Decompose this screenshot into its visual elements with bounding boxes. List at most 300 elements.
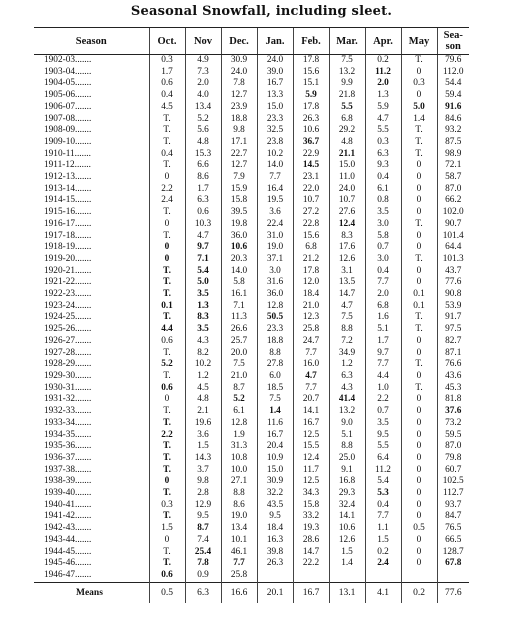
season-value: 1921-22 xyxy=(44,277,75,288)
table-cell: 24.0 xyxy=(329,184,365,196)
table-cell: 24.7 xyxy=(293,336,329,348)
means-cell: 0.5 xyxy=(149,582,185,603)
table-cell: 15.0 xyxy=(257,465,293,477)
season-label xyxy=(34,476,149,488)
table-cell: 0 xyxy=(401,558,437,570)
table-cell: 93.2 xyxy=(437,125,469,137)
dot-leader: ....... xyxy=(74,160,91,171)
table-cell xyxy=(293,570,329,582)
table-cell: 0.1 xyxy=(401,301,437,313)
table-cell: 59.4 xyxy=(437,90,469,102)
table-row xyxy=(34,359,469,371)
table-cell: 0 xyxy=(149,394,185,406)
table-cell: 0 xyxy=(401,453,437,465)
means-cell: 16.6 xyxy=(221,582,257,603)
table-cell: 7.9 xyxy=(221,172,257,184)
table-cell: 45.3 xyxy=(437,383,469,395)
season-label xyxy=(34,67,149,79)
dot-leader: ....... xyxy=(75,195,92,206)
table-cell: 0 xyxy=(149,242,185,254)
table-cell: 31.0 xyxy=(257,231,293,243)
season-value: 1911-12 xyxy=(44,160,75,171)
table-cell: T. xyxy=(401,312,437,324)
table-cell: 22.9 xyxy=(293,149,329,161)
table-cell: 1.7 xyxy=(149,67,185,79)
dot-leader: ....... xyxy=(75,569,92,580)
table-cell: 43.5 xyxy=(257,500,293,512)
table-cell: 26.3 xyxy=(257,558,293,570)
table-cell: 10.7 xyxy=(293,195,329,207)
table-cell: 9.1 xyxy=(329,465,365,477)
table-row xyxy=(34,441,469,453)
table-cell: 91.6 xyxy=(437,102,469,114)
table-cell: 1.2 xyxy=(185,371,221,383)
table-cell: T. xyxy=(401,125,437,137)
table-cell: 18.8 xyxy=(221,114,257,126)
dot-leader: ....... xyxy=(75,265,92,276)
table-cell xyxy=(365,570,401,582)
table-cell: 0 xyxy=(401,488,437,500)
table-cell: 102.5 xyxy=(437,476,469,488)
table-cell: T. xyxy=(401,383,437,395)
col-header: May xyxy=(401,28,437,55)
season-value: 1909-10 xyxy=(44,136,75,147)
table-cell: 6.3 xyxy=(185,195,221,207)
table-row xyxy=(34,195,469,207)
table-cell xyxy=(437,570,469,582)
table-cell: 1.9 xyxy=(221,430,257,442)
table-cell: 0.3 xyxy=(401,78,437,90)
table-cell: 11.0 xyxy=(329,172,365,184)
table-cell: 0 xyxy=(401,476,437,488)
table-cell: 6.4 xyxy=(365,453,401,465)
col-header-season: Sea-son xyxy=(437,28,469,55)
dot-leader: ....... xyxy=(75,253,92,264)
table-cell: 0 xyxy=(401,406,437,418)
table-cell: 14.3 xyxy=(185,453,221,465)
table-cell: 13.2 xyxy=(329,406,365,418)
table-cell: 0.8 xyxy=(365,195,401,207)
dot-leader: ....... xyxy=(75,324,92,335)
table-row xyxy=(34,137,469,149)
table-cell: 21.0 xyxy=(221,371,257,383)
table-cell: 25.8 xyxy=(221,570,257,582)
table-cell: 14.1 xyxy=(293,406,329,418)
table-cell: 4.7 xyxy=(293,371,329,383)
table-cell: 5.4 xyxy=(365,476,401,488)
table-cell: 0 xyxy=(401,67,437,79)
table-cell: 8.3 xyxy=(185,312,221,324)
table-row xyxy=(34,78,469,90)
table-row xyxy=(34,570,469,582)
dot-leader: ....... xyxy=(75,66,92,77)
means-cell: 13.1 xyxy=(329,582,365,603)
table-cell: 2.1 xyxy=(185,406,221,418)
table-row xyxy=(34,312,469,324)
table-cell: 0 xyxy=(401,231,437,243)
table-cell: 1.6 xyxy=(365,312,401,324)
table-cell: 9.5 xyxy=(365,430,401,442)
season-label xyxy=(34,570,149,582)
table-cell: 0 xyxy=(401,184,437,196)
table-cell: 14.0 xyxy=(257,160,293,172)
table-cell: 0 xyxy=(401,160,437,172)
table-cell: 16.7 xyxy=(257,78,293,90)
table-cell: 2.2 xyxy=(365,394,401,406)
table-cell: 6.3 xyxy=(365,149,401,161)
table-cell: 0 xyxy=(401,441,437,453)
table-cell: 39.0 xyxy=(257,67,293,79)
table-cell: 0 xyxy=(401,90,437,102)
table-cell: 4.3 xyxy=(185,336,221,348)
table-cell: 33.2 xyxy=(293,511,329,523)
table-cell: 0 xyxy=(401,430,437,442)
table-cell: 7.7 xyxy=(365,511,401,523)
season-label xyxy=(34,172,149,184)
table-cell: 16.3 xyxy=(257,535,293,547)
table-row xyxy=(34,289,469,301)
table-cell: 1.5 xyxy=(185,441,221,453)
dot-leader: ....... xyxy=(75,289,92,300)
dot-leader: ....... xyxy=(75,207,92,218)
table-cell: 7.7 xyxy=(293,383,329,395)
season-value: 1908-09 xyxy=(44,125,75,136)
table-cell: 1.2 xyxy=(329,359,365,371)
table-cell: 90.7 xyxy=(437,219,469,231)
table-cell: 4.8 xyxy=(185,137,221,149)
dot-leader: ....... xyxy=(75,406,92,417)
table-cell: 5.9 xyxy=(293,90,329,102)
table-cell: 59.5 xyxy=(437,430,469,442)
table-cell: 76.5 xyxy=(437,523,469,535)
season-value: 1923-24 xyxy=(44,300,75,311)
dot-leader: ....... xyxy=(75,90,92,101)
table-cell: 79.8 xyxy=(437,453,469,465)
season-value: 1907-08 xyxy=(44,113,75,124)
season-value: 1939-40 xyxy=(44,488,75,499)
table-cell: 5.3 xyxy=(365,488,401,500)
table-cell: 21.2 xyxy=(293,254,329,266)
season-label xyxy=(34,78,149,90)
table-cell: 15.3 xyxy=(185,149,221,161)
means-cell: 20.1 xyxy=(257,582,293,603)
table-cell: 14.0 xyxy=(221,266,257,278)
table-cell: 3.5 xyxy=(365,418,401,430)
table-cell: 9.7 xyxy=(365,348,401,360)
table-cell: 36.0 xyxy=(257,289,293,301)
table-cell: 1.5 xyxy=(149,523,185,535)
table-cell: 0.4 xyxy=(365,500,401,512)
table-cell: 8.3 xyxy=(329,231,365,243)
table-cell: 5.5 xyxy=(329,102,365,114)
table-cell: 13.2 xyxy=(329,67,365,79)
dot-leader: ....... xyxy=(75,125,92,136)
table-cell: 9.8 xyxy=(221,125,257,137)
col-header: Dec. xyxy=(221,28,257,55)
season-value: 1913-14 xyxy=(44,183,75,194)
table-cell: 0 xyxy=(149,476,185,488)
table-cell: 2.2 xyxy=(149,184,185,196)
season-label xyxy=(34,137,149,149)
table-cell: 25.0 xyxy=(329,453,365,465)
table-cell: 16.0 xyxy=(293,359,329,371)
table-cell: 77.6 xyxy=(437,277,469,289)
table-cell: 13.4 xyxy=(221,523,257,535)
season-value: 1926-27 xyxy=(44,335,75,346)
table-cell: 10.3 xyxy=(185,219,221,231)
table-cell: 0 xyxy=(401,535,437,547)
table-cell: 84.7 xyxy=(437,511,469,523)
season-value: 1915-16 xyxy=(44,207,75,218)
season-value: 1935-36 xyxy=(44,441,75,452)
dot-leader: ....... xyxy=(75,242,92,253)
table-cell: 4.3 xyxy=(329,383,365,395)
dot-leader: ....... xyxy=(75,441,92,452)
table-cell: 0 xyxy=(401,394,437,406)
table-cell: 58.7 xyxy=(437,172,469,184)
table-cell: 19.8 xyxy=(221,219,257,231)
season-value: 1944-45 xyxy=(44,546,75,557)
table-cell: 12.3 xyxy=(293,312,329,324)
season-value: 1930-31 xyxy=(44,382,75,393)
dot-leader: ....... xyxy=(75,499,92,510)
means-cell: 16.7 xyxy=(293,582,329,603)
table-cell: T. xyxy=(149,418,185,430)
table-cell: 8.8 xyxy=(329,441,365,453)
table-cell: 18.8 xyxy=(257,336,293,348)
snowfall-table xyxy=(34,27,469,603)
table-cell: 15.6 xyxy=(293,67,329,79)
table-cell: 17.6 xyxy=(329,242,365,254)
table-cell: 26.3 xyxy=(293,114,329,126)
table-cell: 23.3 xyxy=(257,114,293,126)
dot-leader: ....... xyxy=(75,488,92,499)
season-value: 1943-44 xyxy=(44,534,75,545)
table-cell: 12.4 xyxy=(329,219,365,231)
table-cell: 102.0 xyxy=(437,207,469,219)
dot-leader: ....... xyxy=(75,558,92,569)
table-cell: 0 xyxy=(401,465,437,477)
table-cell: 4.4 xyxy=(365,371,401,383)
table-cell: 12.7 xyxy=(221,90,257,102)
table-cell: 18.4 xyxy=(293,289,329,301)
table-cell: 82.7 xyxy=(437,336,469,348)
table-cell: 7.7 xyxy=(257,172,293,184)
dot-leader: ....... xyxy=(75,218,92,229)
table-cell: 0.7 xyxy=(365,406,401,418)
table-cell: 0 xyxy=(149,219,185,231)
season-value: 1917-18 xyxy=(44,230,75,241)
season-value: 1902-03 xyxy=(44,55,75,65)
table-row xyxy=(34,207,469,219)
table-row xyxy=(34,231,469,243)
table-cell: 0 xyxy=(401,511,437,523)
table-cell: 0.4 xyxy=(149,90,185,102)
table-cell: 0.3 xyxy=(149,55,185,67)
table-cell: T. xyxy=(149,453,185,465)
table-cell: T. xyxy=(401,219,437,231)
season-label xyxy=(34,547,149,559)
table-cell: 16.8 xyxy=(329,476,365,488)
table-cell: 91.7 xyxy=(437,312,469,324)
table-cell: 67.8 xyxy=(437,558,469,570)
table-row xyxy=(34,476,469,488)
table-cell: T. xyxy=(149,289,185,301)
table-cell: 31.3 xyxy=(221,441,257,453)
table-cell: T. xyxy=(149,231,185,243)
col-header: Season xyxy=(34,28,149,55)
col-header: Feb. xyxy=(293,28,329,55)
season-value: 1931-32 xyxy=(44,394,75,405)
table-cell: 22.4 xyxy=(257,219,293,231)
dot-leader: ....... xyxy=(75,476,92,487)
table-cell: 8.8 xyxy=(329,324,365,336)
table-row xyxy=(34,406,469,418)
table-cell: 41.4 xyxy=(329,394,365,406)
table-cell: 7.8 xyxy=(221,78,257,90)
table-cell: 50.5 xyxy=(257,312,293,324)
table-cell: 10.9 xyxy=(257,453,293,465)
table-cell: 7.2 xyxy=(329,336,365,348)
table-cell: 27.6 xyxy=(329,207,365,219)
table-row xyxy=(34,500,469,512)
dot-leader: ....... xyxy=(75,55,92,65)
table-cell: 21.0 xyxy=(293,301,329,313)
season-value: 1918-19 xyxy=(44,242,75,253)
table-row xyxy=(34,277,469,289)
table-cell: 8.8 xyxy=(257,348,293,360)
season-label xyxy=(34,266,149,278)
table-cell: 3.0 xyxy=(365,254,401,266)
table-cell: 5.9 xyxy=(365,102,401,114)
table-cell: 12.7 xyxy=(221,160,257,172)
table-cell: 64.4 xyxy=(437,242,469,254)
table-cell: 23.1 xyxy=(293,172,329,184)
season-value: 1946-47 xyxy=(44,569,75,580)
table-cell: 0 xyxy=(149,254,185,266)
season-value: 1924-25 xyxy=(44,312,75,323)
dot-leader: ....... xyxy=(75,277,92,288)
dot-leader: ....... xyxy=(75,183,92,194)
season-label xyxy=(34,558,149,570)
table-cell: 5.2 xyxy=(149,359,185,371)
table-cell: 6.8 xyxy=(329,114,365,126)
season-label xyxy=(34,114,149,126)
table-cell: 4.5 xyxy=(149,102,185,114)
table-cell: 5.5 xyxy=(365,125,401,137)
table-cell: 1.3 xyxy=(185,301,221,313)
table-cell: 15.8 xyxy=(293,500,329,512)
table-cell: 4.5 xyxy=(185,383,221,395)
table-cell: 0.4 xyxy=(365,172,401,184)
table-cell: 5.8 xyxy=(221,277,257,289)
dot-leader: ....... xyxy=(75,347,92,358)
table-cell: 0.1 xyxy=(149,301,185,313)
season-value: 1945-46 xyxy=(44,558,75,569)
table-cell: 0.9 xyxy=(185,570,221,582)
table-cell: 16.4 xyxy=(257,184,293,196)
table-cell: 15.8 xyxy=(221,195,257,207)
table-cell: 9.0 xyxy=(329,418,365,430)
table-cell: 0.2 xyxy=(365,547,401,559)
table-cell: 19.0 xyxy=(257,242,293,254)
season-value: 1914-15 xyxy=(44,195,75,206)
means-label: Means xyxy=(34,582,149,603)
season-value: 1910-11 xyxy=(44,148,75,159)
dot-leader: ....... xyxy=(75,230,92,241)
table-cell: 13.3 xyxy=(257,90,293,102)
table-cell: 8.8 xyxy=(221,488,257,500)
table-cell: 0.4 xyxy=(149,149,185,161)
table-cell xyxy=(401,570,437,582)
table-cell: 1.0 xyxy=(365,383,401,395)
means-cell: 77.6 xyxy=(437,582,469,603)
dot-leader: ....... xyxy=(75,523,92,534)
dot-leader: ....... xyxy=(75,382,92,393)
table-cell: 3.0 xyxy=(365,219,401,231)
table-cell: 12.4 xyxy=(293,453,329,465)
table-cell: 0 xyxy=(401,336,437,348)
table-cell: T. xyxy=(401,254,437,266)
table-cell: 2.0 xyxy=(185,78,221,90)
table-cell: 22.7 xyxy=(221,149,257,161)
table-cell: 18.5 xyxy=(257,383,293,395)
table-cell: 8.7 xyxy=(221,383,257,395)
table-cell: 15.6 xyxy=(293,231,329,243)
dot-leader: ....... xyxy=(75,136,92,147)
table-row xyxy=(34,219,469,231)
table-cell: 10.6 xyxy=(293,125,329,137)
table-cell: 0.5 xyxy=(401,523,437,535)
table-cell: 76.6 xyxy=(437,359,469,371)
table-cell: 17.8 xyxy=(293,102,329,114)
season-value: 1940-41 xyxy=(44,499,75,510)
table-cell: 54.4 xyxy=(437,78,469,90)
season-label xyxy=(34,102,149,114)
season-label xyxy=(34,430,149,442)
season-label xyxy=(34,277,149,289)
table-cell: T. xyxy=(401,149,437,161)
table-cell: 8.2 xyxy=(185,348,221,360)
season-label xyxy=(34,149,149,161)
table-cell: 43.6 xyxy=(437,371,469,383)
table-cell: 112.0 xyxy=(437,67,469,79)
table-row xyxy=(34,324,469,336)
table-cell: 0 xyxy=(401,547,437,559)
table-cell: 30.9 xyxy=(221,55,257,67)
table-cell: 7.3 xyxy=(185,67,221,79)
table-cell: 12.8 xyxy=(221,418,257,430)
table-cell: 101.3 xyxy=(437,254,469,266)
table-cell: 7.7 xyxy=(365,359,401,371)
season-label xyxy=(34,242,149,254)
season-value: 1920-21 xyxy=(44,265,75,276)
table-row xyxy=(34,55,469,67)
header-row xyxy=(34,28,469,55)
dot-leader: ....... xyxy=(75,300,92,311)
table-cell: 7.4 xyxy=(185,535,221,547)
table-cell: 3.5 xyxy=(185,289,221,301)
table-cell: 4.8 xyxy=(329,137,365,149)
table-cell: 43.7 xyxy=(437,266,469,278)
table-cell: 25.7 xyxy=(221,336,257,348)
col-header: Mar. xyxy=(329,28,365,55)
table-row xyxy=(34,418,469,430)
season-label xyxy=(34,324,149,336)
table-cell: 24.0 xyxy=(221,67,257,79)
season-value: 1919-20 xyxy=(44,253,75,264)
table-cell: 4.0 xyxy=(185,90,221,102)
